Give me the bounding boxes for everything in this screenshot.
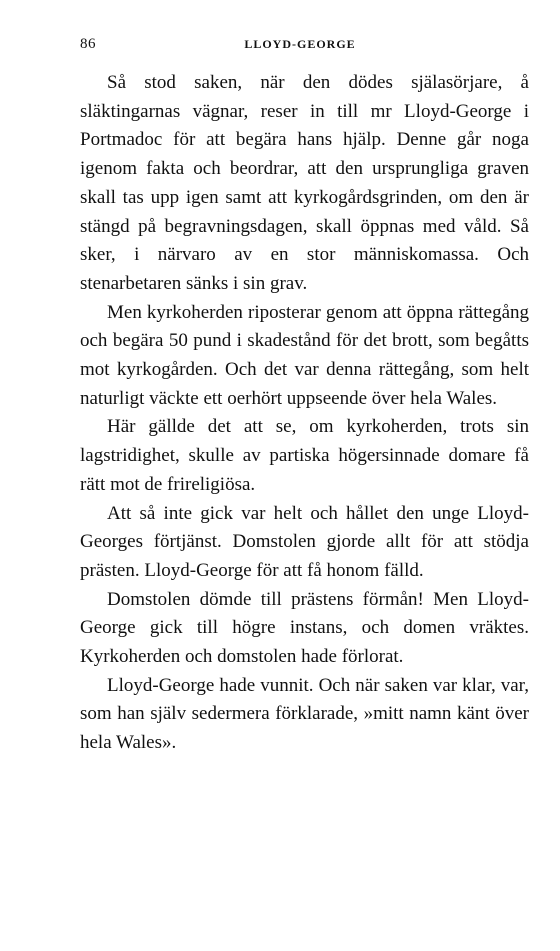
running-head: LLOYD-GEORGE: [244, 37, 356, 51]
paragraph: Att så inte gick var helt och hållet den unge Lloyd-Georges förtjänst. Domstolen gjorde allt för att stödja prästen. Lloyd-George för att få honom fälld.: [80, 502, 529, 581]
paragraph: Här gällde det att se, om kyrkoherden, trots sin lagstridighet, skulle av partiska högersinnade domare få rätt mot de frireligiösa.: [80, 416, 529, 495]
paragraph: Lloyd-George hade vunnit. Och när saken var klar, var, som han själv sedermera förklarade, »mitt namn känt över hela Wales».: [80, 674, 529, 754]
paragraph: Men kyrkoherden riposterar genom att öppna rättegång och begära 50 pund i skadestånd för det brott, som begåtts mot kyrkogården. Och det var denna rättegång, som helt naturligt väckte ett oerhört uppseende över hela Wales.: [80, 301, 529, 409]
body-text: [80, 69, 529, 758]
paragraph: Så stod saken, när den dödes själasörjare, å släktingarnas vägnar, reser in till mr Lloyd-George i Portmadoc för att begära hans hjälp. Denne går noga igenom fakta och beordrar, att den ursprungliga graven skall tas upp igen samt att kyrkogårdsgrinden, om den är stängd på begravningsdagen, skall öppnas med våld. Så sker, i närvaro av en stor människomassa. Och stenarbetaren sänks i sin grav.: [80, 72, 529, 294]
page-number: 86: [80, 36, 96, 52]
page-header: [80, 36, 520, 58]
paragraph: Domstolen dömde till prästens förmån! Men Lloyd-George gick till högre instans, och domen vräktes. Kyrkoherden och domstolen hade förlorat.: [80, 588, 529, 668]
